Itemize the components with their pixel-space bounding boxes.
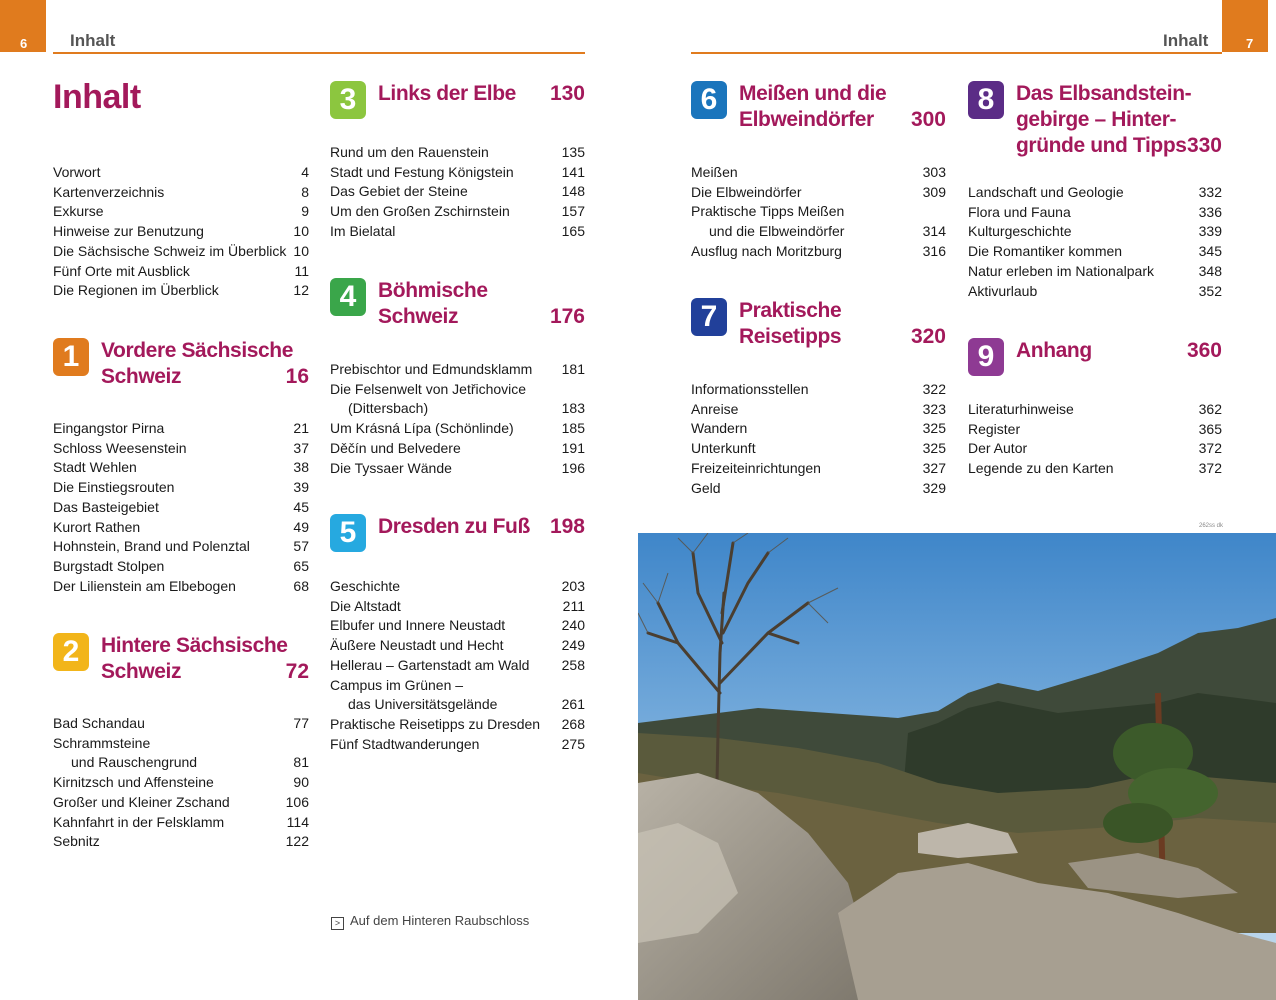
section-page: 198 <box>549 515 585 538</box>
toc-entry-title: Kurort Rathen <box>53 518 141 535</box>
toc-entry <box>53 183 309 203</box>
section-page: 72 <box>285 660 309 683</box>
toc-entry-page: 362 <box>1198 401 1222 417</box>
toc-entry-page: 106 <box>285 793 309 810</box>
toc-entry-page: 336 <box>1198 203 1222 220</box>
running-header-right: Inhalt <box>1163 31 1209 50</box>
toc-entry-title: Natur erleben im Nationalpark <box>968 262 1154 279</box>
section-heading-5 <box>330 514 585 554</box>
toc-entry-title: Der Autor <box>968 440 1028 457</box>
toc-entry <box>53 439 309 459</box>
toc-entry-page: 314 <box>922 223 946 240</box>
toc-entry <box>330 695 585 715</box>
toc-entry-page: 323 <box>922 400 946 417</box>
toc-entry-title: Im Bielatal <box>330 222 396 239</box>
toc-entry <box>53 793 309 813</box>
toc-entry-title: und Rauschengrund <box>71 754 198 771</box>
section-4-entries <box>330 360 585 478</box>
toc-entry <box>53 242 309 262</box>
toc-entry-page: 316 <box>922 242 946 259</box>
toc-entry-title: Rund um den Rauenstein <box>330 144 489 160</box>
section-5-entries <box>330 577 585 754</box>
toc-entry-page: 37 <box>293 439 309 456</box>
toc-entry-title: das Universitätsgelände <box>348 696 498 713</box>
toc-entry <box>968 420 1222 440</box>
section-title: Dresden zu Fuß <box>378 515 530 538</box>
toc-entry <box>968 222 1222 242</box>
toc-entry-title: Fünf Orte mit Ausblick <box>53 262 190 279</box>
toc-entry-page: 165 <box>561 222 585 239</box>
toc-entry-title: Um Krásná Lípa (Schönlinde) <box>330 420 514 437</box>
toc-entry <box>968 203 1222 223</box>
toc-entry-page: 183 <box>561 400 585 417</box>
toc-entry <box>53 714 309 734</box>
toc-entry-page: 325 <box>922 440 946 457</box>
toc-entry-page: 372 <box>1198 440 1222 457</box>
section-title: Böhmische Schweiz <box>378 279 488 328</box>
intro-toc-list <box>53 163 309 301</box>
toc-entry-title: Exkurse <box>53 203 104 220</box>
toc-entry-title: Um den Großen Zschirnstein <box>330 203 510 220</box>
toc-entry-title: Stadt und Festung Königstein <box>330 163 514 180</box>
toc-entry-title: Geld <box>691 479 721 496</box>
toc-entry-title: Sebnitz <box>53 833 100 850</box>
section-heading-8 <box>968 81 1222 159</box>
toc-entry-page: 148 <box>561 183 585 200</box>
toc-entry-title: Der Lilienstein am Elbebogen <box>53 577 236 594</box>
arrow-right-icon: > <box>331 917 344 930</box>
section-page: 300 <box>910 108 946 131</box>
toc-entry-title: Legende zu den Karten <box>968 460 1114 477</box>
toc-entry-page: 141 <box>561 163 585 180</box>
header-rule-left <box>53 52 585 54</box>
toc-entry-title: Wandern <box>691 420 748 437</box>
section-8-entries <box>968 183 1222 301</box>
toc-entry-title: Praktische Reisetipps zu Dresden <box>330 715 541 732</box>
toc-entry-title: Unterkunft <box>691 440 756 457</box>
toc-entry-title: Die Romantiker kommen <box>968 243 1123 260</box>
toc-entry-title: Praktische Tipps Meißen <box>691 203 845 220</box>
toc-entry-title: Anreise <box>691 400 739 417</box>
toc-entry <box>330 399 585 419</box>
toc-entry-page: 10 <box>293 242 309 259</box>
toc-entry-title: Prebischtor und Edmundsklamm <box>330 361 533 377</box>
toc-entry-title: Bad Schandau <box>53 715 145 731</box>
section-title: Das Elbsandstein- gebirge – Hinter- gründe und Tipps <box>1016 82 1192 157</box>
section-page: 130 <box>549 82 585 105</box>
toc-entry-title: Burgstadt Stolpen <box>53 557 165 574</box>
toc-entry-page: 122 <box>285 833 309 850</box>
section-title: Hintere Sächsische Schweiz <box>101 634 288 683</box>
page-number-tab-left <box>0 0 46 52</box>
page-number-right: 7 <box>1246 36 1254 51</box>
section-number-badge: 2 <box>53 633 89 671</box>
toc-entry-page: 372 <box>1198 460 1222 477</box>
toc-entry <box>53 813 309 833</box>
section-page: 360 <box>1186 339 1222 362</box>
toc-entry <box>53 498 309 518</box>
section-1-entries <box>53 419 309 596</box>
toc-entry-title: Freizeiteinrichtungen <box>691 459 821 476</box>
toc-entry-title: Aktivurlaub <box>968 282 1038 299</box>
toc-entry <box>330 656 585 676</box>
toc-entry <box>968 400 1222 420</box>
landscape-photo <box>638 533 1276 1000</box>
toc-entry-page: 4 <box>301 164 309 180</box>
toc-entry <box>330 597 585 617</box>
toc-entry-page: 191 <box>561 439 585 456</box>
section-title: Vordere Sächsische Schweiz <box>101 339 294 388</box>
toc-entry-page: 352 <box>1198 282 1222 299</box>
section-heading-4 <box>330 278 585 330</box>
toc-entry <box>968 183 1222 203</box>
toc-entry-title: Großer und Kleiner Zschand <box>53 793 230 810</box>
toc-entry <box>330 163 585 183</box>
toc-entry-page: 39 <box>293 479 309 496</box>
toc-entry-page: 327 <box>922 459 946 476</box>
toc-entry-title: Die Sächsische Schweiz im Überblick <box>53 242 287 259</box>
section-heading-9 <box>968 338 1222 378</box>
section-9-entries <box>968 400 1222 479</box>
toc-entry-title: Flora und Fauna <box>968 203 1071 220</box>
toc-entry-page: 157 <box>561 203 585 220</box>
toc-entry-title: Das Basteigebiet <box>53 498 159 515</box>
toc-entry <box>691 163 946 183</box>
toc-entry-page: 185 <box>561 420 585 437</box>
toc-entry-title: Hellerau – Gartenstadt am Wald <box>330 656 530 673</box>
toc-entry <box>691 222 946 242</box>
section-title: Links der Elbe <box>378 82 516 105</box>
section-7-entries <box>691 380 946 498</box>
toc-entry-page: 114 <box>286 813 309 830</box>
section-heading-7 <box>691 298 946 350</box>
toc-entry-page: 249 <box>561 637 585 654</box>
toc-entry <box>330 636 585 656</box>
section-title: Meißen und die Elbweindörfer <box>739 82 887 131</box>
toc-entry-page: 181 <box>561 361 585 377</box>
toc-entry-title: Schrammsteine <box>53 734 151 751</box>
photo-credit: 262ss dk <box>1199 523 1224 529</box>
toc-entry-title: Informationsstellen <box>691 381 809 397</box>
toc-entry-title: Die Elbweindörfer <box>691 183 802 200</box>
section-page: 176 <box>549 305 585 328</box>
toc-entry-title: Vorwort <box>53 164 101 180</box>
section-heading-2 <box>53 633 309 685</box>
toc-entry-page: 8 <box>301 183 309 200</box>
toc-entry-page: 203 <box>561 578 585 594</box>
toc-entry <box>691 242 946 262</box>
toc-entry <box>691 439 946 459</box>
toc-entry-title: Kartenverzeichnis <box>53 183 165 200</box>
toc-entry-title: Campus im Grünen – <box>330 676 464 693</box>
toc-entry-page: 90 <box>293 774 309 791</box>
toc-entry-title: Ausflug nach Moritzburg <box>691 242 842 259</box>
section-3-entries <box>330 143 585 242</box>
toc-entry <box>330 577 585 597</box>
toc-entry-page: 49 <box>293 518 309 535</box>
toc-entry <box>691 183 946 203</box>
toc-entry <box>53 753 309 773</box>
section-number-badge: 9 <box>968 338 1004 376</box>
toc-entry-title: Hinweise zur Benutzung <box>53 223 204 240</box>
toc-entry-title: Kulturgeschichte <box>968 223 1072 240</box>
toc-entry-page: 345 <box>1198 243 1222 260</box>
toc-entry-page: 45 <box>293 498 309 515</box>
toc-entry <box>330 439 585 459</box>
section-page: 16 <box>285 365 309 388</box>
toc-entry-title: Kirnitzsch und Affensteine <box>53 774 214 791</box>
toc-entry <box>330 676 585 696</box>
section-number-badge: 3 <box>330 81 366 119</box>
running-header-left: Inhalt <box>70 31 116 50</box>
section-number-badge: 8 <box>968 81 1004 119</box>
toc-entry <box>330 459 585 479</box>
section-number-badge: 7 <box>691 298 727 336</box>
section-number-badge: 4 <box>330 278 366 316</box>
toc-entry-page: 21 <box>293 420 309 436</box>
toc-entry-page: 322 <box>922 381 946 397</box>
header-rule-right <box>691 52 1222 54</box>
toc-entry <box>53 222 309 242</box>
toc-entry-title: (Dittersbach) <box>348 400 429 417</box>
toc-entry-page: 10 <box>293 223 309 240</box>
toc-entry-title: Hohnstein, Brand und Polenztal <box>53 538 250 555</box>
toc-entry <box>330 380 585 400</box>
toc-entry-title: Die Altstadt <box>330 597 401 614</box>
toc-entry <box>691 479 946 499</box>
toc-entry <box>330 182 585 202</box>
section-title: Praktische Reisetipps <box>739 299 842 348</box>
toc-entry-page: 68 <box>293 577 309 594</box>
toc-entry-title: Landschaft und Geologie <box>968 184 1124 200</box>
toc-entry-title: Register <box>968 420 1021 437</box>
toc-entry-page: 261 <box>561 696 585 713</box>
toc-entry <box>691 400 946 420</box>
toc-entry-title: Das Gebiet der Steine <box>330 183 468 200</box>
section-heading-1 <box>53 338 309 390</box>
toc-entry <box>53 281 309 301</box>
toc-entry <box>330 419 585 439</box>
toc-entry-page: 332 <box>1198 184 1222 200</box>
toc-entry-title: Schloss Weesenstein <box>53 439 187 456</box>
toc-entry <box>691 202 946 222</box>
toc-entry-page: 65 <box>293 557 309 574</box>
toc-entry <box>330 735 585 755</box>
toc-entry-page: 196 <box>561 459 585 476</box>
toc-entry-title: Geschichte <box>330 578 401 594</box>
toc-entry <box>53 458 309 478</box>
toc-entry <box>53 163 309 183</box>
toc-entry <box>53 478 309 498</box>
toc-entry-title: Äußere Neustadt und Hecht <box>330 637 504 654</box>
toc-entry <box>53 537 309 557</box>
toc-entry <box>330 360 585 380</box>
page-number-left: 6 <box>20 36 28 51</box>
toc-entry-page: 57 <box>293 538 309 555</box>
toc-entry <box>53 734 309 754</box>
section-heading-3 <box>330 81 585 121</box>
section-page: 330 <box>1186 134 1222 157</box>
toc-entry-page: 268 <box>561 715 585 732</box>
toc-entry-title: Literaturhinweise <box>968 401 1074 417</box>
toc-entry-title: Die Tyssaer Wände <box>330 459 452 476</box>
toc-entry <box>691 380 946 400</box>
toc-entry-page: 339 <box>1198 223 1222 240</box>
toc-entry <box>330 143 585 163</box>
section-heading-6 <box>691 81 946 133</box>
toc-entry <box>691 459 946 479</box>
toc-entry-page: 38 <box>293 459 309 476</box>
toc-entry-title: Die Felsenwelt von Jetřichovice <box>330 380 527 397</box>
toc-entry-page: 275 <box>561 735 585 752</box>
toc-entry-title: Stadt Wehlen <box>53 459 137 476</box>
toc-entry-page: 211 <box>562 597 585 614</box>
section-number-badge: 1 <box>53 338 89 376</box>
toc-entry-page: 348 <box>1198 262 1222 279</box>
toc-entry <box>330 616 585 636</box>
toc-entry-title: Die Regionen im Überblick <box>53 282 219 299</box>
toc-entry-title: Kahnfahrt in der Felsklamm <box>53 813 225 830</box>
section-number-badge: 6 <box>691 81 727 119</box>
toc-entry-page: 329 <box>922 479 946 496</box>
toc-entry-page: 309 <box>922 183 946 200</box>
toc-entry <box>968 262 1222 282</box>
toc-entry-page: 303 <box>922 164 946 180</box>
toc-entry-title: Eingangstor Pirna <box>53 420 165 436</box>
toc-entry <box>330 202 585 222</box>
toc-entry <box>53 557 309 577</box>
toc-entry <box>53 832 309 852</box>
toc-entry <box>330 715 585 735</box>
toc-entry-page: 240 <box>561 617 585 634</box>
toc-entry <box>968 439 1222 459</box>
page-number-tab-right <box>1222 0 1268 52</box>
toc-entry <box>53 419 309 439</box>
toc-entry-title: Fünf Stadtwanderungen <box>330 735 480 752</box>
section-page: 320 <box>910 325 946 348</box>
toc-entry <box>53 518 309 538</box>
toc-entry-title: Die Einstiegsrouten <box>53 479 175 496</box>
toc-entry-page: 325 <box>922 420 946 437</box>
toc-entry-title: Elbufer und Innere Neustadt <box>330 617 506 634</box>
toc-entry-page: 81 <box>293 754 309 771</box>
page-title: Inhalt <box>53 78 141 116</box>
section-title: Anhang <box>1016 339 1092 362</box>
section-6-entries <box>691 163 946 262</box>
toc-entry <box>968 282 1222 302</box>
toc-entry <box>53 773 309 793</box>
toc-entry-page: 11 <box>294 262 309 279</box>
section-number-badge: 5 <box>330 514 366 552</box>
toc-entry-title: Děčín und Belvedere <box>330 439 461 456</box>
toc-entry-page: 77 <box>293 715 309 731</box>
toc-entry-page: 135 <box>561 144 585 160</box>
toc-entry-title: und die Elbweindörfer <box>709 223 845 240</box>
toc-entry-title: Meißen <box>691 164 738 180</box>
toc-entry <box>53 577 309 597</box>
toc-entry <box>53 202 309 222</box>
photo-caption-text: Auf dem Hinteren Raubschloss <box>350 913 530 928</box>
section-2-entries <box>53 714 309 852</box>
toc-entry <box>330 222 585 242</box>
toc-entry <box>968 242 1222 262</box>
photo-caption <box>331 913 529 930</box>
toc-entry-page: 9 <box>301 203 309 220</box>
toc-entry <box>53 262 309 282</box>
toc-entry-page: 258 <box>561 656 585 673</box>
toc-entry <box>968 459 1222 479</box>
toc-entry-page: 365 <box>1198 420 1222 437</box>
toc-entry <box>691 419 946 439</box>
toc-entry-page: 12 <box>293 282 309 299</box>
